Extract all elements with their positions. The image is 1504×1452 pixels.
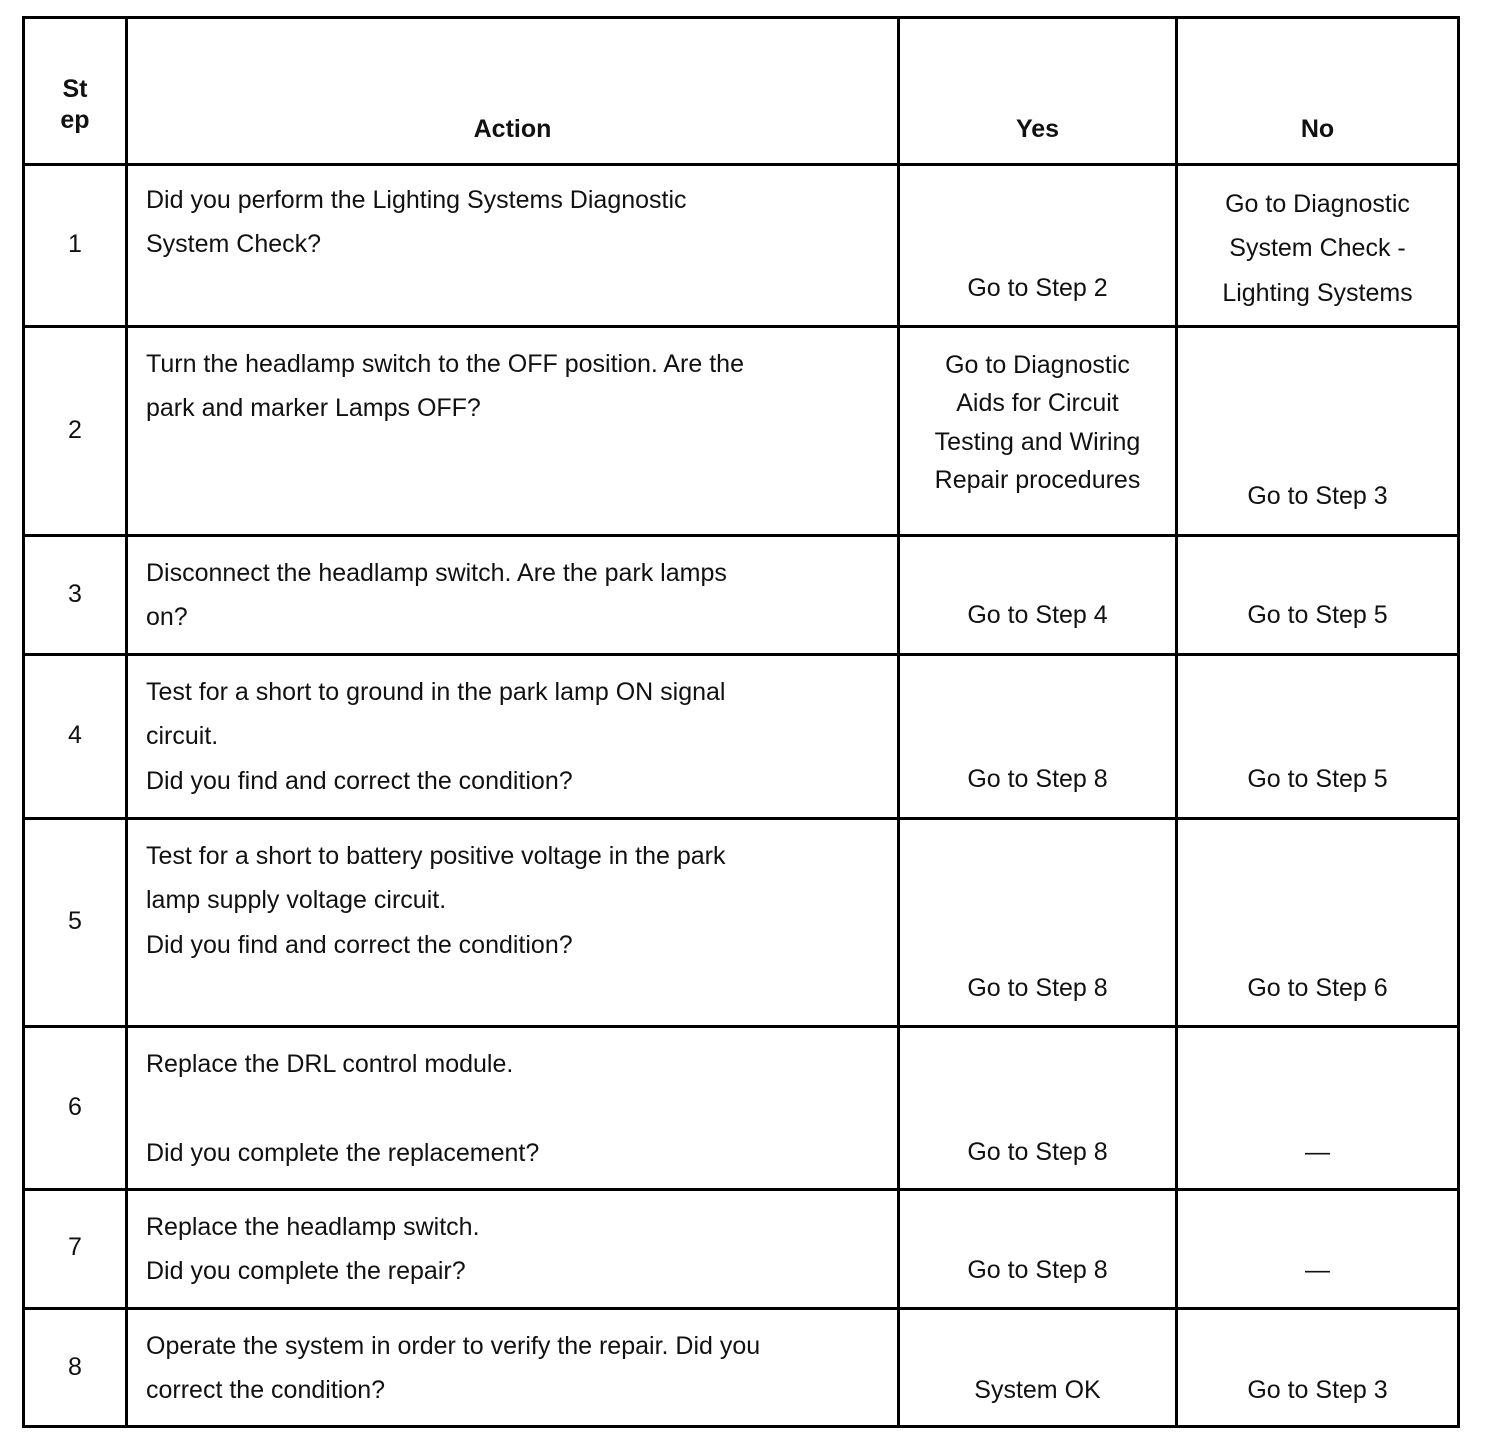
- table-rule: [22, 325, 1460, 328]
- table-rule: [22, 16, 1460, 19]
- table-rule: [22, 534, 1460, 537]
- step-yes: System OK: [974, 1376, 1101, 1404]
- header-no: No: [1300, 115, 1335, 143]
- step-yes: Go to Step 2: [967, 274, 1108, 302]
- table-rule: [22, 163, 1460, 166]
- header-action: Action: [473, 115, 552, 143]
- step-number: 2: [68, 416, 82, 444]
- table-rule: [22, 1025, 1460, 1028]
- step-no: —: [1305, 1256, 1330, 1284]
- step-number: 8: [68, 1353, 82, 1381]
- table-rule: [22, 817, 1460, 820]
- table-rule: [22, 653, 1460, 656]
- step-yes: Go to Step 8: [967, 1256, 1108, 1284]
- step-number: 1: [68, 230, 82, 258]
- step-number: 7: [68, 1233, 82, 1261]
- step-action: Operate the system in order to verify the repair. Did you correct the condition?: [146, 1332, 761, 1405]
- step-yes: Go to Step 8: [967, 765, 1108, 793]
- table-rule: [22, 1188, 1460, 1191]
- step-number: 5: [68, 907, 82, 935]
- step-action: Replace the headlamp switch. Did you complete the repair?: [146, 1213, 480, 1286]
- step-action: Did you perform the Lighting Systems Diagnostic System Check?: [146, 186, 687, 259]
- step-no: Go to Step 5: [1247, 765, 1388, 793]
- step-number: 3: [68, 580, 82, 608]
- table-rule: [22, 1307, 1460, 1310]
- step-no: Go to Diagnostic System Check - Lighting Systems: [1222, 190, 1413, 307]
- step-action: Disconnect the headlamp switch. Are the park lamps on?: [146, 559, 727, 632]
- step-yes: Go to Diagnostic Aids for Circuit Testing and Wiring Repair procedures: [934, 351, 1141, 494]
- step-number: 6: [68, 1093, 82, 1121]
- step-yes: Go to Step 8: [967, 1138, 1108, 1166]
- step-no: Go to Step 5: [1247, 601, 1388, 629]
- header-step: St ep: [60, 75, 90, 135]
- step-action: Turn the headlamp switch to the OFF position. Are the park and marker Lamps OFF?: [146, 350, 744, 423]
- step-number: 4: [68, 721, 82, 749]
- step-action: Test for a short to ground in the park lamp ON signal circuit. Did you find and correct the condition?: [146, 678, 726, 795]
- table-rule: [1457, 16, 1460, 1428]
- diagnostic-table: [22, 16, 1460, 1428]
- step-action: Replace the DRL control module. Did you complete the replacement?: [146, 1050, 540, 1167]
- step-yes: Go to Step 4: [967, 601, 1108, 629]
- step-no: Go to Step 3: [1247, 1376, 1388, 1404]
- table-rule: [897, 16, 900, 1428]
- step-no: Go to Step 6: [1247, 974, 1388, 1002]
- step-no: —: [1305, 1138, 1330, 1166]
- step-no: Go to Step 3: [1247, 482, 1388, 510]
- step-yes: Go to Step 8: [967, 974, 1108, 1002]
- header-yes: Yes: [1015, 115, 1060, 143]
- step-action: Test for a short to battery positive voltage in the park lamp supply voltage circuit. Did you find and correct the condition?: [146, 842, 726, 959]
- table-rule: [22, 1425, 1460, 1428]
